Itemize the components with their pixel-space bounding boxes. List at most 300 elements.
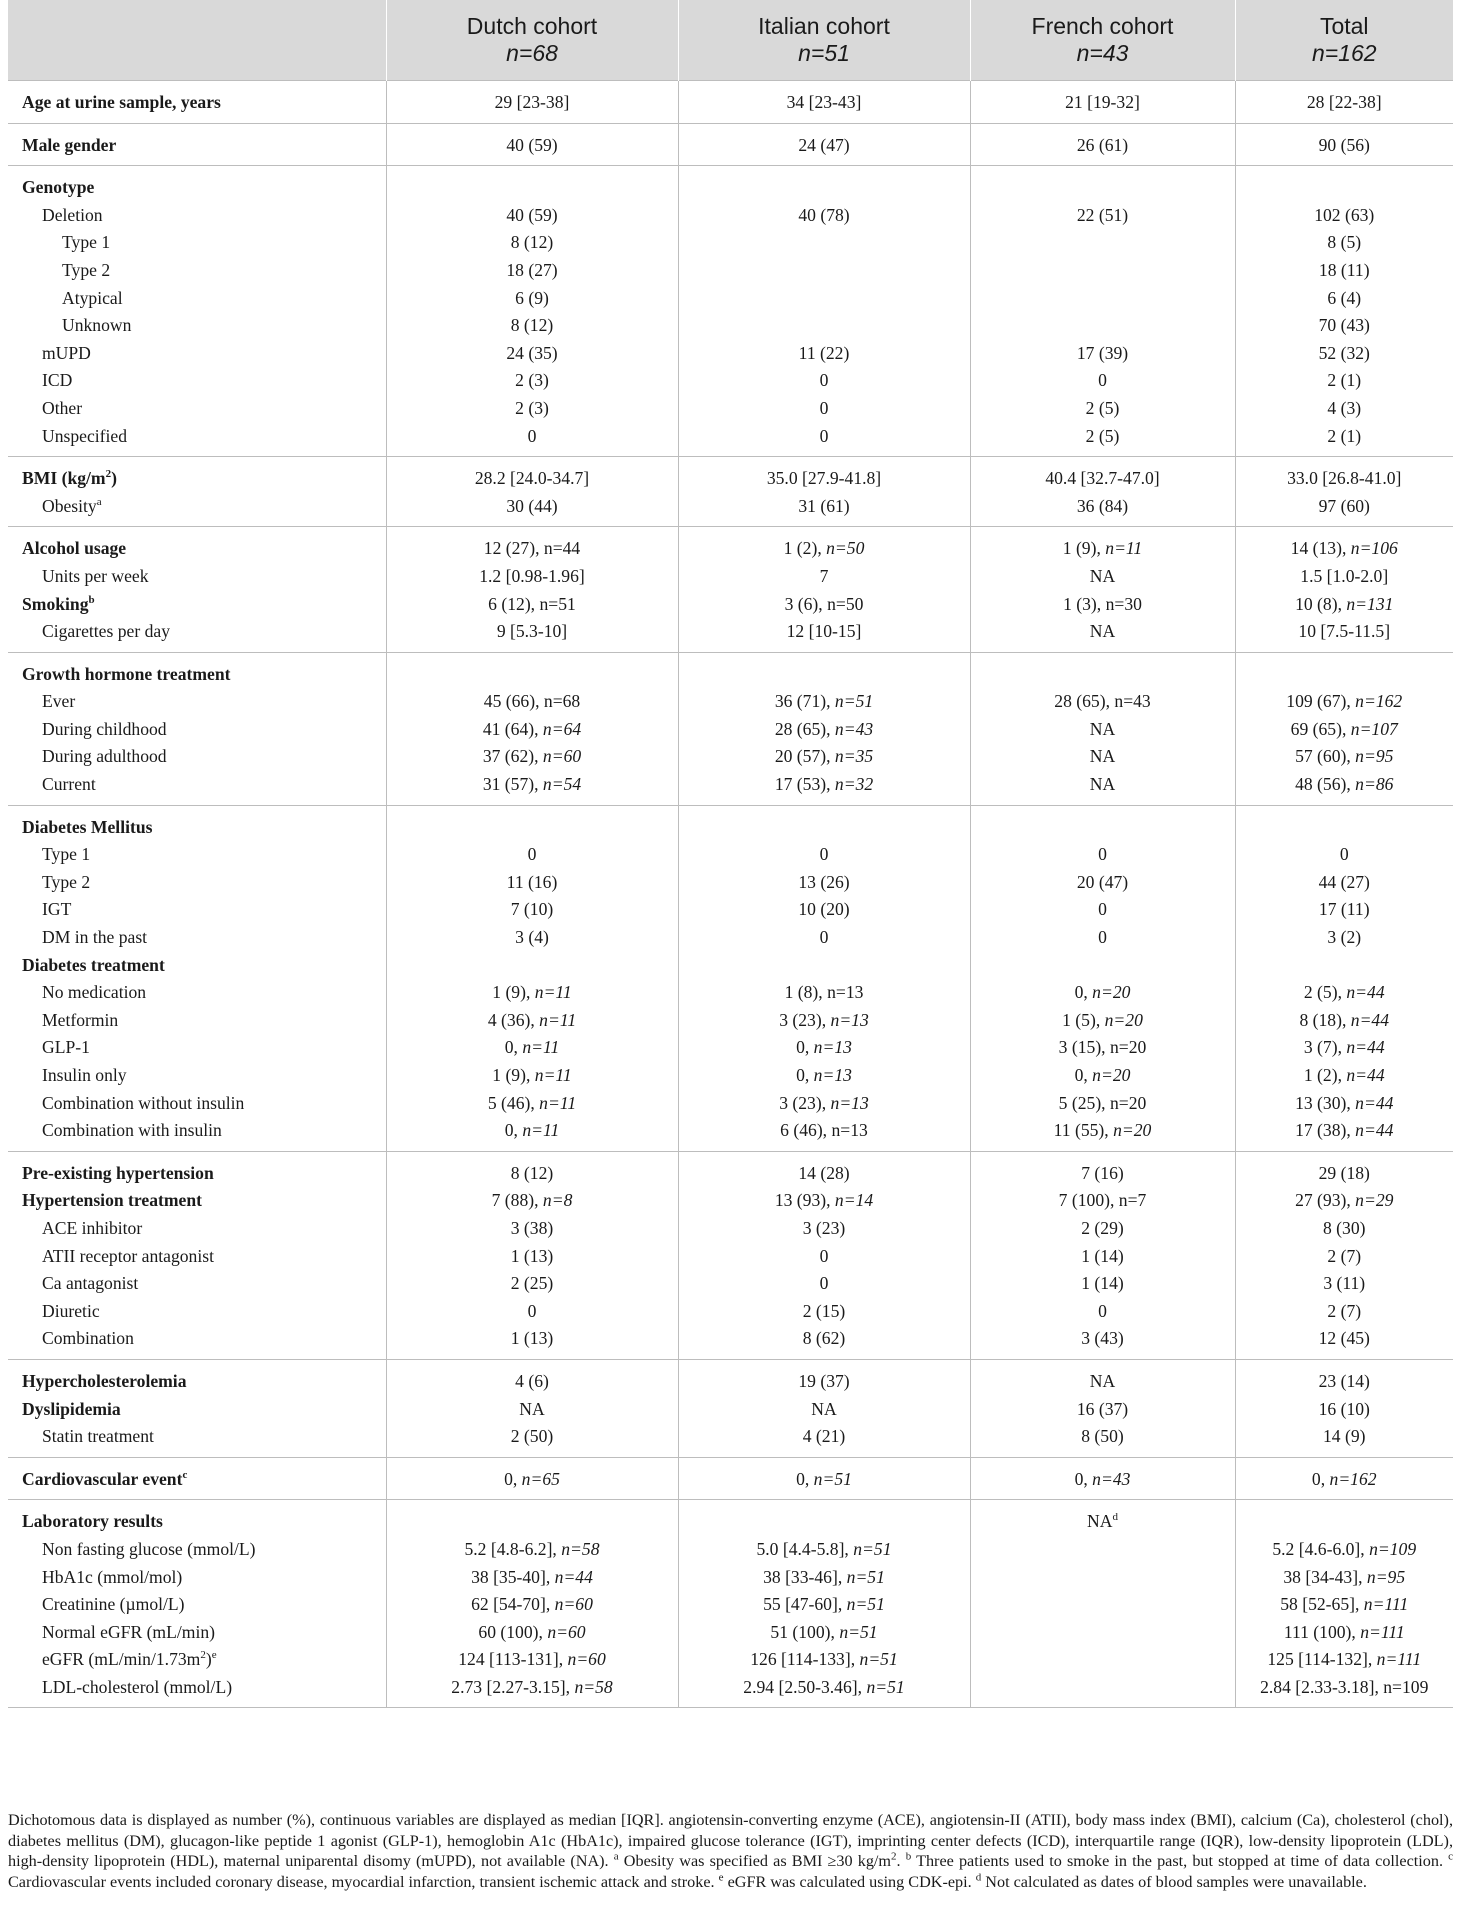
- cell-text: 13 (93),: [774, 1190, 835, 1211]
- cell-value: NA: [1089, 565, 1116, 586]
- cell-value: 4 (6): [515, 1370, 549, 1391]
- cell-value: 1 (14): [1081, 1245, 1124, 1266]
- cell-text: 125 [114-132],: [1267, 1649, 1377, 1670]
- row-label-text: Diuretic: [42, 1300, 100, 1321]
- table-row: [8, 1359, 1453, 1457]
- cell-value: [387, 1591, 678, 1619]
- row-label-cell: [8, 1457, 386, 1500]
- cell-text: 36 (71),: [774, 691, 835, 712]
- cell-value: 6 (9): [515, 287, 549, 308]
- cell-n: n=58: [561, 1538, 600, 1559]
- row-label-text: Combination with insulin: [42, 1120, 222, 1141]
- cell-value: [679, 1674, 970, 1702]
- row-label: [22, 1508, 386, 1536]
- cell-value: [971, 1646, 1235, 1674]
- value-cell: [678, 527, 970, 652]
- row-label-text: Hypertension treatment: [22, 1190, 202, 1211]
- row-label: [22, 395, 386, 423]
- value-cell: [970, 1457, 1235, 1500]
- cell-value: [1236, 814, 1454, 842]
- row-label: [22, 1619, 386, 1647]
- cell-value: [1236, 535, 1454, 563]
- header-cell-french: [970, 0, 1235, 81]
- row-label-text: LDL-cholesterol (mmol/L): [42, 1676, 233, 1697]
- cell-value: [679, 716, 970, 744]
- cell-text: 38 [33-46],: [763, 1566, 847, 1587]
- cell-value: 36 (84): [1076, 495, 1129, 516]
- cell-text: 51 (100),: [770, 1621, 840, 1642]
- cell-value: [971, 1536, 1235, 1564]
- row-label-text: Deletion: [42, 204, 103, 225]
- cell-text: 57 (60),: [1295, 746, 1356, 767]
- cell-text: 13 (30),: [1295, 1092, 1356, 1113]
- table-body: [8, 81, 1453, 1708]
- cell-value: [971, 591, 1235, 619]
- cell-text: 28 (65),: [774, 718, 835, 739]
- cell-value: [679, 661, 970, 689]
- cell-text: 60 (100),: [478, 1621, 548, 1642]
- cell-value: 31 (61): [798, 495, 850, 516]
- value-cell: [678, 1457, 970, 1500]
- cell-text: 31 (57),: [482, 774, 543, 795]
- row-label-text: Type 2: [62, 259, 111, 280]
- value-cell: [386, 805, 678, 1151]
- cell-n: n=13: [813, 1065, 852, 1085]
- footnote-main: Dichotomous data is displayed as number (%), continuous variables are displayed as median [IQR]. angiotensin-converting enzyme (ACE), angiotensin-II (ATII), body mass index (BMI), calcium (Ca), cholesterol (chol), diabetes mellitus (DM), glucagon-like peptide 1 agonist (GLP-1), hemoglobin A1c (HbA1c), impaired glucose tolerance (IGT), imprinting center defects (ICD), interquartile range (IQR), low-density lipoprotein (LDL), high-density lipoprotein (HDL), maternal uniparental disomy (mUPD), not available (NA).: [8, 1811, 1453, 1871]
- cell-value: [679, 743, 970, 771]
- cell-value: [1236, 1646, 1454, 1674]
- cell-text: 3 (6),: [784, 593, 828, 614]
- cell-text: 0,: [796, 1065, 814, 1085]
- cell-value: [971, 979, 1235, 1007]
- row-label-text: Obesity: [42, 495, 97, 516]
- value-cell: [678, 457, 970, 527]
- cell-value: 0: [1098, 927, 1107, 948]
- cell-text: 0,: [796, 1037, 814, 1058]
- row-label-text: Diabetes treatment: [22, 954, 165, 975]
- cell-value: [679, 1646, 970, 1674]
- cell-value: 2 (1): [1327, 370, 1362, 391]
- cell-value: [1236, 1034, 1454, 1062]
- header-cell-label: [8, 0, 386, 81]
- cell-value: [1236, 174, 1454, 202]
- row-label: [22, 618, 386, 646]
- cell-value: 11 (22): [798, 342, 850, 363]
- row-label: [22, 952, 386, 980]
- label-superscript: c: [182, 1468, 188, 1481]
- cell-text: NA: [1087, 1511, 1113, 1532]
- cell-value: [387, 1034, 678, 1062]
- cell-value: [679, 814, 970, 842]
- cell-value: NA: [1089, 1370, 1116, 1391]
- cell-text: 38 [35-40],: [471, 1566, 555, 1587]
- cell-n: n=44: [1355, 1120, 1394, 1141]
- cell-text: 58 [52-65],: [1280, 1594, 1364, 1615]
- cell-n: n=44: [543, 538, 581, 559]
- cell-value: [679, 1619, 970, 1647]
- row-label-cell: [8, 166, 386, 457]
- cell-text: 1 (8),: [784, 982, 828, 1003]
- row-label-text: Hypercholesterolemia: [22, 1370, 187, 1391]
- cell-value: [387, 1117, 678, 1145]
- cell-value: 1.5 [1.0-2.0]: [1300, 565, 1389, 586]
- cell-value: 9 [5.3-10]: [496, 621, 568, 642]
- cell-value: NA: [1089, 621, 1116, 642]
- cell-value: 0: [819, 927, 829, 948]
- value-cell: [386, 123, 678, 166]
- cell-value: 1 (14): [1081, 1273, 1124, 1294]
- cell-value: [1236, 1007, 1454, 1035]
- cell-value: 28.2 [24.0-34.7]: [474, 468, 590, 489]
- cell-text: 17 (38),: [1295, 1120, 1356, 1141]
- value-cell: [1235, 166, 1453, 457]
- cell-value: 2 (7): [1327, 1245, 1362, 1266]
- table-row: [8, 1151, 1453, 1359]
- cell-value: [387, 1674, 678, 1702]
- cell-text: 1 (2),: [783, 538, 827, 559]
- label-superscript: a: [96, 495, 102, 508]
- value-cell: [386, 652, 678, 805]
- cell-value: 3 (23): [802, 1217, 846, 1238]
- value-cell: [970, 1151, 1235, 1359]
- cell-value: [971, 1674, 1235, 1702]
- header-cohort-n: n=43: [1076, 40, 1129, 66]
- cell-value: NA: [1089, 774, 1116, 795]
- row-label-text: DM in the past: [42, 927, 148, 948]
- cell-n: n=43: [834, 718, 874, 739]
- cell-value: [387, 1062, 678, 1090]
- row-label: [22, 1034, 386, 1062]
- cell-value: 29 [23-38]: [494, 92, 570, 112]
- cell-text: 126 [114-133],: [750, 1649, 860, 1670]
- cell-value: [387, 174, 678, 202]
- cell-n: n=51: [859, 1649, 898, 1670]
- cell-n: n=30: [1105, 593, 1142, 614]
- cell-n: n=11: [539, 1009, 577, 1030]
- cell-value: [971, 814, 1235, 842]
- value-cell: [678, 81, 970, 124]
- value-cell: [386, 1500, 678, 1708]
- cell-n: n=20: [1104, 1009, 1143, 1030]
- cell-value: [971, 1619, 1235, 1647]
- cell-value: [971, 257, 1235, 285]
- row-label: [22, 1117, 386, 1145]
- table-header-row: [8, 0, 1453, 81]
- row-label-cell: [8, 1500, 386, 1708]
- cell-text: 10 (8),: [1295, 593, 1347, 614]
- cell-value: [679, 229, 970, 257]
- value-cell: [1235, 1500, 1453, 1708]
- header-cohort-n: n=51: [798, 40, 850, 66]
- value-cell: [970, 81, 1235, 124]
- cell-n: n=109: [1369, 1538, 1417, 1559]
- row-label-text: Type 2: [42, 871, 91, 892]
- row-label-text: Laboratory results: [22, 1511, 163, 1532]
- footnote-a-end: .: [896, 1852, 901, 1871]
- cell-value: [679, 1062, 970, 1090]
- value-cell: [970, 527, 1235, 652]
- row-label: [22, 535, 386, 563]
- cell-value: [387, 1007, 678, 1035]
- row-label: [22, 661, 386, 689]
- row-label-cell: [8, 457, 386, 527]
- row-label-text: Other: [42, 397, 83, 418]
- row-label-text: Unknown: [62, 315, 132, 336]
- table-row: [8, 527, 1453, 652]
- cell-value: [679, 257, 970, 285]
- cell-value: 40 (59): [506, 204, 558, 225]
- cell-n: n=51: [539, 593, 576, 614]
- cell-n: n=50: [826, 538, 865, 559]
- cell-n: n=65: [521, 1468, 560, 1489]
- cell-n: n=60: [542, 746, 582, 767]
- row-label-text: Units per week: [42, 565, 149, 586]
- cell-value: 40.4 [32.7-47.0]: [1045, 468, 1160, 489]
- row-label: [22, 367, 386, 395]
- header-cell-dutch: [386, 0, 678, 81]
- cell-value: 18 (27): [506, 259, 558, 280]
- cell-value: 24 (35): [506, 342, 558, 363]
- cell-n: n=11: [534, 982, 572, 1003]
- cell-value: 0: [1339, 844, 1349, 865]
- row-label: [22, 493, 386, 521]
- row-label: [22, 869, 386, 897]
- row-label-text: BMI (kg/m: [22, 468, 106, 489]
- cell-value: 29 (18): [1318, 1162, 1370, 1183]
- cell-value: [971, 1034, 1235, 1062]
- row-label: [22, 591, 386, 619]
- cell-value: 102 (63): [1314, 204, 1375, 225]
- cell-text: 1 (5),: [1062, 1009, 1105, 1030]
- footnote-d: Not calculated as dates of blood samples were unavailable.: [985, 1872, 1367, 1891]
- cell-value: [679, 1591, 970, 1619]
- cell-value: 0: [819, 1245, 829, 1266]
- cell-value: NA: [811, 1398, 837, 1419]
- cell-value: [1236, 1090, 1454, 1118]
- cell-text: 20 (57),: [774, 746, 835, 767]
- row-label: [22, 1646, 386, 1674]
- cell-value: [1236, 716, 1454, 744]
- value-cell: [970, 457, 1235, 527]
- cell-value: 2 (1): [1327, 425, 1362, 446]
- cell-text: 7 (88),: [491, 1190, 543, 1211]
- cell-value: 97 (60): [1318, 495, 1370, 516]
- row-label: [22, 1325, 386, 1353]
- row-label-text: Insulin only: [42, 1065, 127, 1085]
- cell-value: [971, 229, 1235, 257]
- cell-text: 12 (27),: [483, 538, 544, 559]
- cell-value: [679, 1536, 970, 1564]
- value-cell: [970, 123, 1235, 166]
- row-label-text: Combination without insulin: [42, 1092, 245, 1113]
- cell-value: 16 (10): [1318, 1398, 1370, 1419]
- cell-value: [1236, 771, 1454, 799]
- row-label: [22, 132, 386, 160]
- cell-text: 5.2 [4.8-6.2],: [464, 1538, 562, 1559]
- cell-text: 5 (46),: [487, 1092, 540, 1113]
- cell-value: 70 (43): [1318, 315, 1370, 336]
- cell-text: 5.2 [4.6-6.0],: [1272, 1538, 1370, 1559]
- cell-value: [971, 952, 1235, 980]
- cell-n: n=44: [1346, 1065, 1385, 1085]
- cell-value: [1236, 1187, 1454, 1215]
- cell-value: [1236, 1536, 1454, 1564]
- cell-value: [387, 1508, 678, 1536]
- cell-value: 12 (45): [1318, 1328, 1370, 1349]
- cell-value: 13 (26): [798, 871, 850, 892]
- cell-value: 0: [527, 844, 537, 865]
- cell-n: n=86: [1355, 774, 1394, 795]
- cell-n: n=111: [1360, 1621, 1405, 1642]
- cell-value: [1236, 1508, 1454, 1536]
- cell-text: 28 (65),: [1054, 691, 1115, 712]
- cell-n: n=13: [827, 982, 864, 1003]
- row-label: [22, 563, 386, 591]
- row-label-text: Ever: [42, 691, 76, 712]
- row-label: [22, 1270, 386, 1298]
- value-cell: [970, 166, 1235, 457]
- cell-value: 0: [819, 397, 829, 418]
- cell-value: 8 (12): [510, 232, 554, 253]
- cell-text: 2.94 [2.50-3.46],: [743, 1676, 867, 1697]
- cell-value: [679, 1034, 970, 1062]
- cell-value: 40 (78): [798, 204, 850, 225]
- cell-value: 0: [1098, 370, 1107, 391]
- cell-value: [971, 1007, 1235, 1035]
- row-label: [22, 174, 386, 202]
- cell-text: 48 (56),: [1295, 774, 1356, 795]
- row-label-cell: [8, 81, 386, 124]
- header-cohort-name: French cohort: [1031, 13, 1174, 39]
- row-label-text: Metformin: [42, 1009, 119, 1030]
- cell-value: [1236, 1564, 1454, 1592]
- header-cohort-n: n=68: [506, 40, 558, 66]
- row-label-text: IGT: [42, 899, 72, 920]
- row-label: [22, 771, 386, 799]
- cell-value: [679, 1564, 970, 1592]
- cell-value: 0: [819, 1273, 829, 1294]
- table-row: [8, 652, 1453, 805]
- cell-value: [387, 1090, 678, 1118]
- cell-value: 19 (37): [798, 1370, 850, 1391]
- row-label: [22, 1160, 386, 1188]
- cell-n: n=51: [834, 691, 874, 712]
- row-label-text: Type 1: [42, 844, 91, 865]
- value-cell: [970, 652, 1235, 805]
- footnote-mark-c: c: [1448, 1850, 1454, 1863]
- cell-n: n=131: [1346, 593, 1394, 614]
- value-cell: [386, 1457, 678, 1500]
- cell-value: 1 (13): [510, 1245, 554, 1266]
- cell-value: 2 (25): [510, 1273, 554, 1294]
- value-cell: [1235, 123, 1453, 166]
- cell-text: 0,: [1311, 1468, 1330, 1489]
- cell-n: n=11: [522, 1120, 560, 1141]
- row-label: [22, 89, 386, 117]
- cell-text: 0,: [1074, 982, 1093, 1003]
- cell-value: 2 (5): [1085, 397, 1120, 418]
- footnote-a: Obesity was specified as BMI ≥30 kg/m: [623, 1852, 892, 1871]
- row-label-text: Genotype: [22, 177, 95, 198]
- row-label-text: Unspecified: [42, 425, 128, 446]
- footnote-paragraph: [8, 1810, 1453, 1892]
- cell-value: [679, 952, 970, 980]
- cell-n: n=111: [1363, 1594, 1409, 1615]
- row-label-text: No medication: [42, 982, 147, 1003]
- cell-value: 7: [819, 565, 829, 586]
- cell-value: 30 (44): [506, 495, 558, 516]
- row-label: [22, 814, 386, 842]
- row-label-text: Statin treatment: [42, 1426, 154, 1447]
- row-label-text: ACE inhibitor: [42, 1217, 143, 1238]
- cell-value: [971, 535, 1235, 563]
- value-cell: [1235, 81, 1453, 124]
- cell-n: n=58: [574, 1676, 613, 1697]
- cell-n: n=11: [522, 1037, 560, 1058]
- value-cell: [386, 457, 678, 527]
- row-label: [22, 285, 386, 313]
- footnote-e: eGFR was calculated using CDK-epi.: [727, 1872, 972, 1891]
- cell-value: [679, 1117, 970, 1145]
- cell-value: 3 (2): [1327, 927, 1362, 948]
- cell-text: 6 (12),: [488, 593, 540, 614]
- cell-value: [387, 716, 678, 744]
- row-label: [22, 1423, 386, 1451]
- row-label-text: During adulthood: [42, 746, 167, 767]
- cell-value: [679, 1187, 970, 1215]
- footnote-b: Three patients used to smoke in the past, but stopped at time of data collection.: [916, 1852, 1444, 1871]
- value-cell: [970, 805, 1235, 1151]
- cell-value: 3 (43): [1081, 1328, 1124, 1349]
- cell-text: 3 (15),: [1058, 1037, 1110, 1058]
- cell-n: n=44: [1355, 1092, 1394, 1113]
- row-label: [22, 1243, 386, 1271]
- cell-value: [971, 1508, 1235, 1536]
- cell-value: 35.0 [27.9-41.8]: [766, 468, 882, 489]
- cell-value: [1236, 661, 1454, 689]
- value-cell: [1235, 1359, 1453, 1457]
- value-cell: [678, 1359, 970, 1457]
- row-label-text: Atypical: [62, 287, 123, 308]
- cell-text: 2.84 [2.33-3.18],: [1260, 1676, 1384, 1697]
- table-row: [8, 81, 1453, 124]
- cell-text: 14 (13),: [1290, 538, 1351, 559]
- cell-value: NA: [1089, 746, 1116, 767]
- cell-value: 8 (50): [1081, 1426, 1124, 1447]
- cell-n: n=20: [1092, 1065, 1131, 1085]
- cell-value: [679, 1090, 970, 1118]
- cell-text: 3 (7),: [1303, 1037, 1347, 1058]
- label-superscript: b: [88, 593, 95, 606]
- cell-value: [1236, 1674, 1454, 1702]
- row-label: [22, 1062, 386, 1090]
- cell-value: [1236, 688, 1454, 716]
- cell-value: 0: [819, 425, 829, 446]
- row-label-text: Cardiovascular event: [22, 1468, 183, 1489]
- cell-value: [387, 1187, 678, 1215]
- cell-n: n=13: [813, 1037, 852, 1058]
- cell-value: [679, 535, 970, 563]
- footnote-mark-a: a: [613, 1850, 619, 1863]
- header-cohort-name: Italian cohort: [758, 13, 890, 39]
- cell-text: 5.0 [4.4-5.8],: [756, 1538, 854, 1559]
- value-cell: [386, 1359, 678, 1457]
- footnote-a-sup: 2: [891, 1850, 897, 1863]
- row-label-cell: [8, 652, 386, 805]
- cell-value: 20 (47): [1076, 871, 1129, 892]
- value-cell: [386, 81, 678, 124]
- cell-text: 0,: [504, 1120, 523, 1141]
